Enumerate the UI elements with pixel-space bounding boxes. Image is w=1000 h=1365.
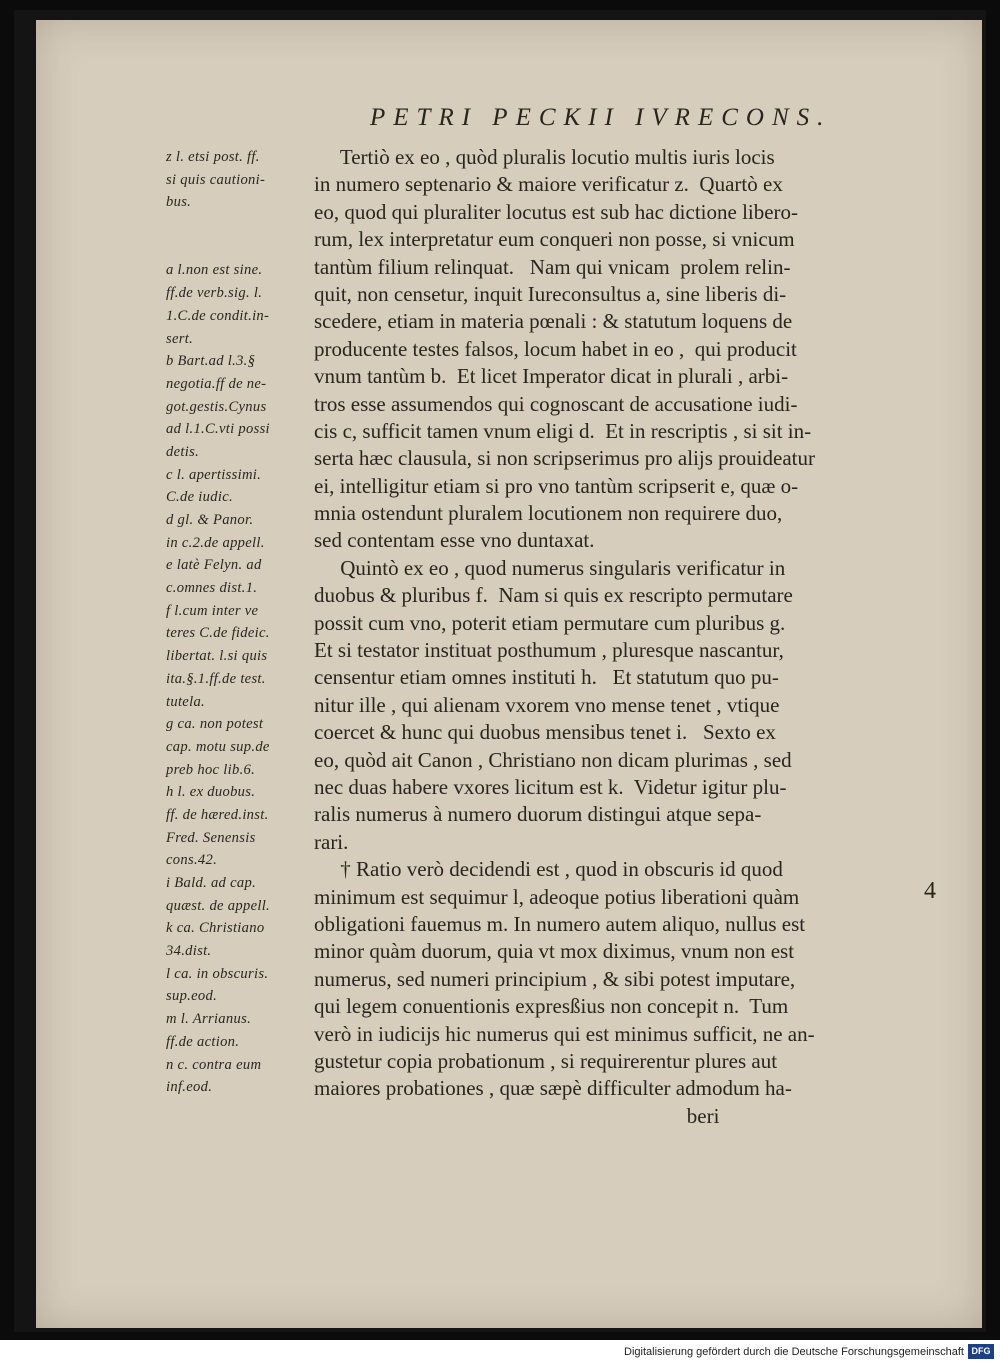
text-line: rum, lex interpretatur eum conqueri non posse, si vnicum bbox=[314, 227, 795, 252]
marginal-note-line bbox=[166, 214, 316, 237]
text-line: eo, quòd ait Canon , Christiano non dicam plurimas , sed bbox=[314, 747, 792, 772]
text-line: minor quàm duorum, quia vt mox diximus, vnum non est bbox=[314, 939, 795, 964]
funding-credit: Digitalisierung gefördert durch die Deutsche Forschungsgemeinschaft bbox=[624, 1346, 964, 1358]
text-line: cis c, sufficit tamen vnum eligi d. Et in rescriptis , si sit in- bbox=[314, 418, 812, 443]
marginal-note-line: negotia.ff de ne- bbox=[166, 375, 267, 392]
text-line: maiores probationes , quæ sæpè difficulter admodum ha- bbox=[314, 1076, 792, 1101]
marginal-note-line: ff.de action. bbox=[166, 1033, 240, 1050]
marginal-note-line: e latè Felyn. ad bbox=[166, 557, 262, 574]
text-line: quit, non censetur, inquit Iureconsultus a, sine liberis di- bbox=[314, 281, 787, 306]
text-line: censentur etiam omnes instituti h. Et statutum quo pu- bbox=[314, 665, 779, 690]
text-line: Et si testator instituat posthumum , pluresque nascantur, bbox=[314, 638, 784, 663]
text-line: ralis numerus à numero duorum distingui atque sepa- bbox=[314, 802, 762, 827]
marginal-note-line: ad l.1.C.vti possi bbox=[166, 421, 270, 438]
marginal-note-line: g ca. non potest bbox=[166, 716, 264, 733]
text-line: possit cum vno, poterit etiam permutare cum pluribus g. bbox=[314, 610, 786, 635]
marginal-note-line: inf.eod. bbox=[166, 1079, 213, 1096]
text-line: rari. bbox=[314, 829, 349, 854]
marginal-note-line bbox=[166, 237, 316, 260]
marginal-note-line: ff. de hæred.inst. bbox=[166, 806, 269, 823]
text-line: ei, intelligitur etiam si pro vno tantùm scripserit e, quæ o- bbox=[314, 473, 799, 498]
text-line: coercet & hunc qui duobus mensibus tenet i. Sexto ex bbox=[314, 720, 776, 745]
marginal-note-line: h l. ex duobus. bbox=[166, 784, 256, 801]
marginal-note-line: sup.eod. bbox=[166, 988, 218, 1005]
text-line: numerus, sed numeri principium , & sibi potest imputare, bbox=[314, 966, 796, 991]
marginal-note-line: z l. etsi post. ff. bbox=[166, 149, 260, 165]
marginal-note-line: a l.non est sine. bbox=[166, 262, 263, 279]
running-head: PETRI PECKII IVRECONS. bbox=[370, 104, 832, 131]
text-line: gustetur copia probationum , si requirerentur plures aut bbox=[314, 1048, 778, 1073]
marginal-note-line: k ca. Christiano bbox=[166, 920, 265, 937]
marginal-note-line: cons.42. bbox=[166, 852, 218, 869]
marginal-note-line: detis. bbox=[166, 443, 200, 460]
text-line: minimum est sequimur l, adeoque potius liberationi quàm bbox=[314, 884, 800, 909]
marginal-note-line: c l. apertissimi. bbox=[166, 466, 262, 483]
marginal-note-line: l ca. in obscuris. bbox=[166, 965, 269, 982]
marginal-note-line: cap. motu sup.de bbox=[166, 738, 270, 755]
marginal-note-line: n c. contra eum bbox=[166, 1056, 262, 1073]
text-line: serta hæc clausula, si non scripserimus pro alijs prouideatur bbox=[314, 446, 815, 471]
marginal-note-line: ff.de verb.sig. l. bbox=[166, 285, 263, 302]
marginal-note-line: tutela. bbox=[166, 693, 205, 710]
marginal-notes bbox=[166, 146, 316, 1099]
marginal-note-line: preb hoc lib.6. bbox=[166, 761, 256, 778]
main-text-block bbox=[314, 144, 926, 1130]
marginal-note-line: m l. Arrianus. bbox=[166, 1011, 252, 1028]
text-line: tantùm filium relinquat. Nam qui vnicam prolem relin- bbox=[314, 254, 791, 279]
text-line: Tertiò ex eo , quòd pluralis locutio multis iuris locis bbox=[314, 145, 775, 169]
marginal-note-line: libertat. l.si quis bbox=[166, 648, 268, 665]
text-line: producente testes falsos, locum habet in eo , qui producit bbox=[314, 336, 797, 361]
margin-section-number: 4 bbox=[924, 878, 936, 904]
marginal-note-line: si quis cautioni- bbox=[166, 171, 266, 188]
text-line: sed contentam esse vno duntaxat. bbox=[314, 528, 595, 553]
text-line: beri bbox=[314, 1103, 720, 1128]
marginal-note-line: d gl. & Panor. bbox=[166, 512, 254, 528]
marginal-note-line: C.de iudic. bbox=[166, 489, 233, 506]
text-line: in numero septenario & maiore verificatur z. Quartò ex bbox=[314, 172, 783, 197]
marginal-note-line: bus. bbox=[166, 194, 192, 211]
marginal-note-line: sert. bbox=[166, 330, 194, 347]
marginal-note-line: b Bart.ad l.3.§ bbox=[166, 353, 256, 370]
text-line: verò in iudicijs hic numerus qui est minimus sufficit, ne an- bbox=[314, 1021, 815, 1046]
text-line: nec duas habere vxores licitum est k. Videtur igitur plu- bbox=[314, 774, 787, 799]
marginal-note-line: ita.§.1.ff.de test. bbox=[166, 670, 266, 687]
text-line: vnum tantùm b. Et licet Imperator dicat in plurali , arbi- bbox=[314, 364, 789, 389]
marginal-note-line: c.omnes dist.1. bbox=[166, 580, 258, 597]
text-line: qui legem conuentionis expresßius non concepit n. Tum bbox=[314, 994, 789, 1019]
marginal-note-line: quæst. de appell. bbox=[166, 897, 271, 914]
text-line: obligationi fauemus m. In numero autem aliquo, nullus est bbox=[314, 911, 806, 936]
text-line: mnia ostendunt pluralem locutionem non requirere duo, bbox=[314, 501, 783, 526]
marginal-note-line: Fred. Senensis bbox=[166, 829, 256, 846]
marginal-note-line: 1.C.de condit.in- bbox=[166, 307, 270, 324]
marginal-note-line: i Bald. ad cap. bbox=[166, 875, 257, 891]
text-line: scedere, etiam in materia pœnali : & statutum loquens de bbox=[314, 309, 793, 334]
text-line: † Ratio verò decidendi est , quod in obscuris id quod bbox=[314, 857, 783, 882]
dfg-logo: DFG bbox=[968, 1344, 994, 1359]
text-line: Quintò ex eo , quod numerus singularis verificatur in bbox=[314, 555, 786, 580]
text-line: nitur ille , qui alienam vxorem vno mense tenet , vtique bbox=[314, 692, 780, 717]
marginal-note-line: got.gestis.Cynus bbox=[166, 398, 267, 415]
marginal-note-line: f l.cum inter ve bbox=[166, 602, 259, 619]
text-line: eo, quod qui pluraliter locutus est sub hac dictione libero- bbox=[314, 199, 799, 224]
marginal-note-line: in c.2.de appell. bbox=[166, 534, 265, 551]
text-line: duobus & pluribus f. Nam si quis ex rescripto permutare bbox=[314, 583, 793, 608]
marginal-note-line: teres C.de fideic. bbox=[166, 625, 270, 642]
text-line: tros esse assumendos qui cognoscant de accusatione iudi- bbox=[314, 391, 798, 416]
marginal-note-line: 34.dist. bbox=[166, 943, 212, 960]
